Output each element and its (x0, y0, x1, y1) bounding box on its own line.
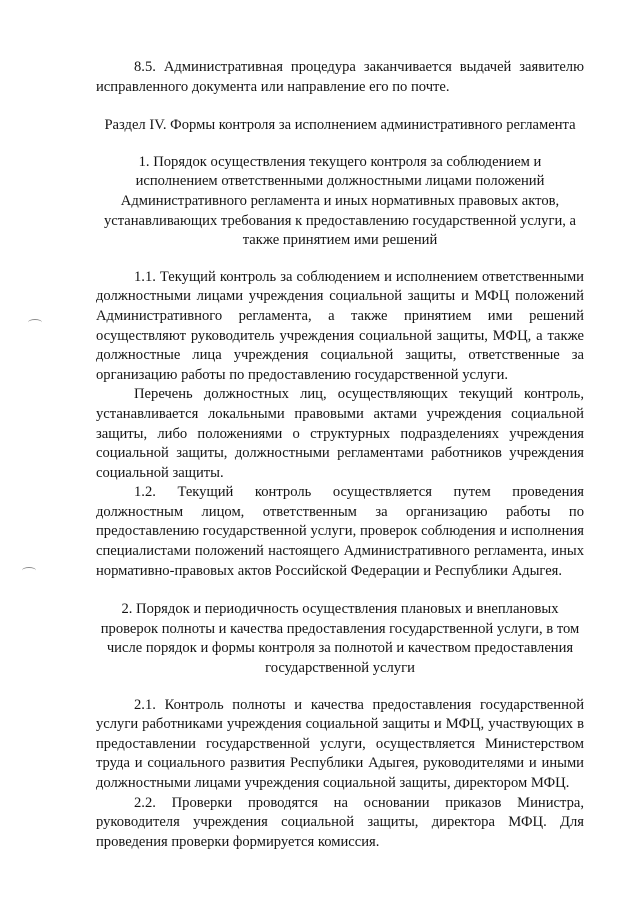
section-heading: Раздел IV. Формы контроля за исполнением административного регламента (104, 117, 576, 134)
paragraph-2-2: 2.2. Проверки проводятся на основании приказов Министра, руководителя учреждения социальной защиты, директора МФЦ. Для проведения проверки формируется комиссия. (96, 794, 584, 850)
scan-artifact-mark-1 (28, 319, 42, 326)
subsection-2-heading: 2. Порядок и периодичность осуществления плановых и внеплановых проверок полноты и качества предоставления государственной услуги, в том числе порядок и формы контроля за полнотой и качеством предоставления государственной услуги (100, 601, 580, 677)
paragraph-1-1-officials: Перечень должностных лиц, осуществляющих текущий контроль, устанавливается локальными правовыми актами учреждения социальной защиты, либо положениями о структурных подразделениях учреждения социальной защиты, должностными регламентами работников учреждения социальной защиты. (96, 386, 584, 481)
scan-artifact-mark-2 (22, 567, 36, 574)
subsection-1-heading: 1. Порядок осуществления текущего контроля за соблюдением и исполнением ответственными должностными лицами положений Административного регламента и иных нормативных правовых актов, устанавливающих требования к предоставлению государственной услуги, а также принятием ими решений (103, 153, 577, 249)
paragraph-1-1: 1.1. Текущий контроль за соблюдением и исполнением ответственными должностными лицами учреждения социальной защиты и МФЦ положений Административного регламента, а также принятием ими решений осуществляют руководитель учреждения социальной защиты, МФЦ, а также должностные лица учреждения социальной защиты, ответственные за организацию работы по предоставлению государственной услуги. (96, 268, 584, 383)
paragraph-2-1: 2.1. Контроль полноты и качества предоставления государственной услуги работниками учреждения социальной защиты и МФЦ, участвующих в предоставлении государственной услуги, осуществляется Министерством труда и социального развития Республики Адыгея, руководителями и иными должностными лицами учреждения социальной защиты, директором МФЦ. (96, 696, 584, 791)
paragraph-8-5: 8.5. Административная процедура заканчивается выдачей заявителю исправленного документа или направление его по почте. (96, 59, 584, 95)
paragraph-1-2: 1.2. Текущий контроль осуществляется путем проведения должностным лицом, ответственным за организацию работы по предоставлению государственной услуги, проверок соблюдения и исполнения специалистами положений настоящего Административного регламента, иных нормативно-правовых актов Российской Федерации и Республики Адыгея. (96, 484, 584, 579)
document-body (96, 58, 584, 852)
